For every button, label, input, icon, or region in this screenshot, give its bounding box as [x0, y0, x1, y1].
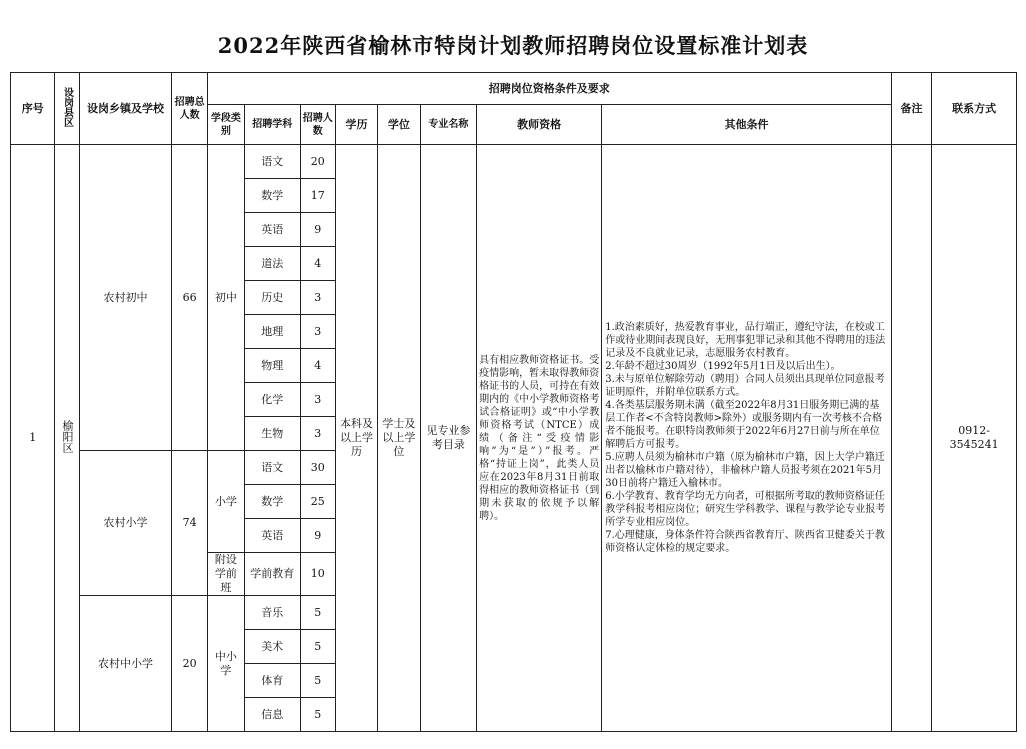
- header-stage: 学段类别: [207, 105, 244, 145]
- cell-count: 4: [300, 349, 335, 383]
- header-subject: 招聘学科: [245, 105, 300, 145]
- cell-count: 3: [300, 315, 335, 349]
- cell-count: 5: [300, 630, 335, 664]
- header-count: 招聘人数: [300, 105, 335, 145]
- cell-stage: 初中: [207, 145, 244, 451]
- cell-major: 见专业参考目录: [420, 145, 477, 732]
- header-school: 设岗乡镇及学校: [79, 73, 172, 145]
- cell-subject: 道法: [245, 247, 300, 281]
- cell-county: 榆阳区: [55, 145, 79, 732]
- cell-remark: [891, 145, 931, 732]
- table-row: [11, 145, 1017, 179]
- cell-school: 农村初中: [79, 145, 172, 451]
- header-total: 招聘总人数: [172, 73, 207, 145]
- header-remark: 备注: [891, 73, 931, 145]
- cell-subject: 生物: [245, 417, 300, 451]
- cell-subject: 地理: [245, 315, 300, 349]
- cell-contact: 0912-3545241: [932, 145, 1017, 732]
- cell-total: 74: [172, 451, 207, 596]
- condition-item: 6.小学教育、教育学均无方向者，可根据所考取的教师资格证任教学科报考相应岗位；研究生学科教学、课程与教学论专业报考所学专业相应岗位。: [605, 491, 886, 528]
- cell-stage: 小学: [207, 451, 244, 553]
- condition-item: 5.应聘人员须为榆林市户籍（原为榆林市户籍，因上大学户籍迁出者以榆林市户籍对待），非榆林户籍人员报考须在2021年5月30日前将户籍迁入榆林市。: [605, 452, 885, 489]
- cell-count: 5: [300, 698, 335, 732]
- cell-subject: 美术: [245, 630, 300, 664]
- cell-count: 4: [300, 247, 335, 281]
- cell-count: 5: [300, 664, 335, 698]
- cell-subject: 信息: [245, 698, 300, 732]
- cell-subject: 语文: [245, 451, 300, 485]
- cell-count: 30: [300, 451, 335, 485]
- cell-subject: 学前教育: [245, 553, 300, 596]
- header-contact: 联系方式: [932, 73, 1017, 145]
- cell-count: 20: [300, 145, 335, 179]
- cell-count: 5: [300, 596, 335, 630]
- condition-item: 2.年龄不超过30周岁（1992年5月1日及以后出生）。: [605, 361, 841, 372]
- cell-subject: 英语: [245, 519, 300, 553]
- cell-school: 农村小学: [79, 451, 172, 596]
- header-seq: 序号: [11, 73, 55, 145]
- header-conditions: 招聘岗位资格条件及要求: [207, 73, 891, 105]
- condition-item: 4.各类基层服务期未满（截至2022年8月31日服务期已满的基层工作者<不含特岗教师>除外）或服务期内有一次考核不合格者不能报考。在职特岗教师须于2022年6月27日前与所在单位解聘后方可报考。: [605, 400, 882, 450]
- cell-other-conditions: [602, 145, 892, 732]
- header-other: 其他条件: [602, 105, 892, 145]
- cell-subject: 体育: [245, 664, 300, 698]
- header-major: 专业名称: [420, 105, 477, 145]
- header-county: 设岗县区: [55, 73, 79, 145]
- cell-subject: 英语: [245, 213, 300, 247]
- cell-total: 20: [172, 596, 207, 732]
- cell-count: 17: [300, 179, 335, 213]
- recruitment-plan-table: [10, 72, 1017, 732]
- cell-count: 25: [300, 485, 335, 519]
- cell-subject: 物理: [245, 349, 300, 383]
- cell-count: 3: [300, 417, 335, 451]
- cell-count: 3: [300, 383, 335, 417]
- cell-seq: 1: [11, 145, 55, 732]
- header-degree: 学位: [378, 105, 420, 145]
- cell-education: 本科及以上学历: [335, 145, 377, 732]
- cell-subject: 化学: [245, 383, 300, 417]
- cell-count: 10: [300, 553, 335, 596]
- cell-count: 9: [300, 519, 335, 553]
- cell-total: 66: [172, 145, 207, 451]
- cell-subject: 数学: [245, 179, 300, 213]
- cell-count: 9: [300, 213, 335, 247]
- header-education: 学历: [335, 105, 377, 145]
- header-teacher-qual: 教师资格: [477, 105, 602, 145]
- cell-stage: 中小学: [207, 596, 244, 732]
- cell-school: 农村中小学: [79, 596, 172, 732]
- cell-subject: 历史: [245, 281, 300, 315]
- cell-degree: 学士及以上学位: [378, 145, 420, 732]
- cell-subject: 数学: [245, 485, 300, 519]
- cell-teacher-qual: 具有相应教师资格证书。受疫情影响，暂未取得教师资格证书的人员，可持在有效期内的《中小学教师资格考试合格证明》或“中小学教师资格考试（NTCE）成绩（备注“受疫情影响”为“是”）”报考。严格“持证上岗”，此类人员应在2023年8月31日前取得相应的教师资格证书（到期未获取的依规予以解聘）。: [477, 145, 602, 732]
- cell-stage: 附设学前班: [207, 553, 244, 596]
- condition-item: 3.未与原单位解除劳动（聘用）合同人员须出具现单位同意报考证明原件，并附单位联系方式。: [605, 374, 885, 398]
- cell-count: 3: [300, 281, 335, 315]
- cell-subject: 音乐: [245, 596, 300, 630]
- condition-item: 7.心理健康，身体条件符合陕西省教育厅、陕西省卫健委关于教师资格认定体检的规定要求。: [605, 530, 885, 554]
- cell-subject: 语文: [245, 145, 300, 179]
- condition-item: 1.政治素质好，热爱教育事业，品行端正，遵纪守法，在校或工作或待业期间表现良好，无刑事犯罪记录和其他不得聘用的违法记录及不良就业记录，志愿服务农村教育。: [605, 322, 886, 359]
- page-title: 2022年陕西省榆林市特岗计划教师招聘岗位设置标准计划表: [217, 33, 809, 58]
